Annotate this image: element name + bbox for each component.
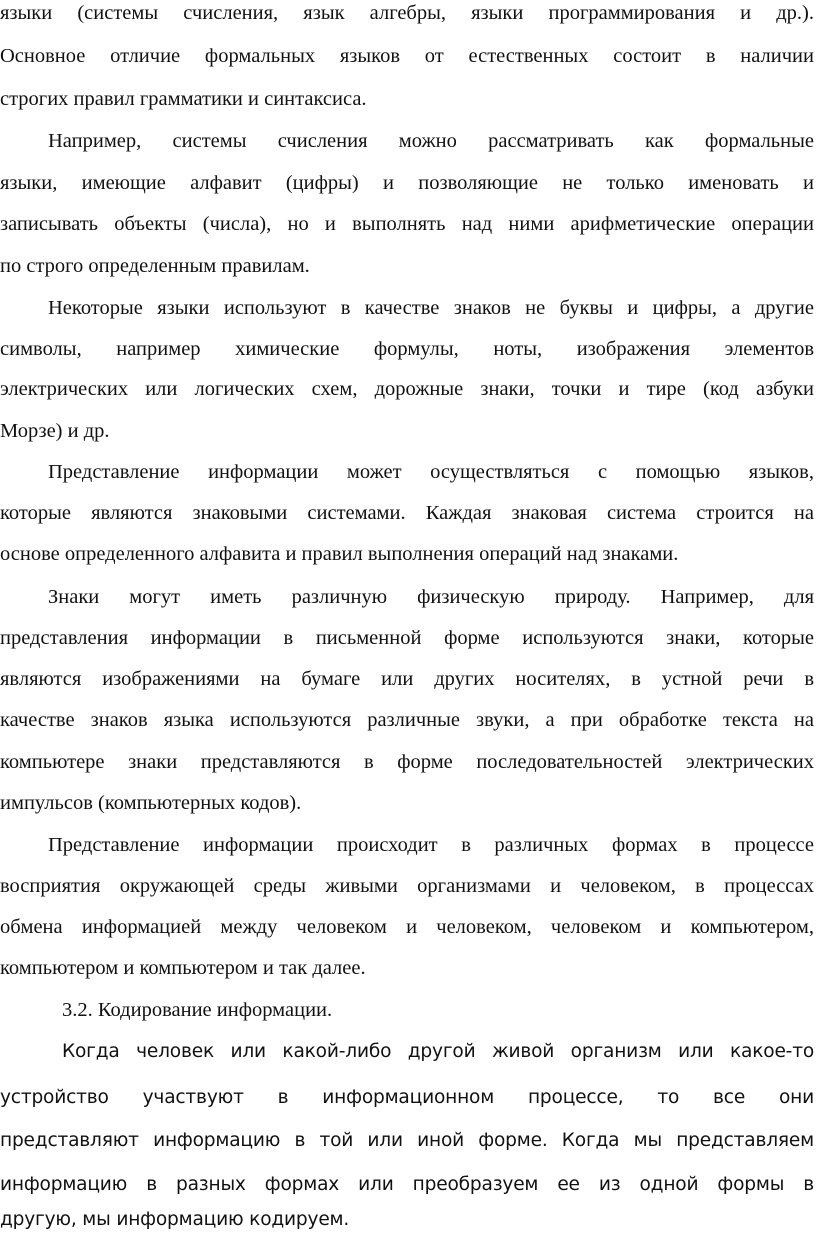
text-line: качестве знаков языка используются различные звуки, а при обработке текста на <box>0 709 814 731</box>
text-line: восприятия окружающей среды живыми организмами и человеком, в процессах <box>0 875 814 897</box>
text-line: Представление информации может осуществляться с помощью языков, <box>48 461 814 483</box>
text-line: электрических или логических схем, дорожные знаки, точки и тире (код азбуки <box>0 378 814 400</box>
text-line: записывать объекты (числа), но и выполнять над ними арифметические операции <box>0 213 814 235</box>
text-line: устройство участвуют в информационном процессе, то все они <box>0 1087 814 1108</box>
text-line: представляют информацию в той или иной форме. Когда мы представляем <box>0 1130 814 1151</box>
text-line: языки, имеющие алфавит (цифры) и позволяющие не только именовать и <box>0 172 814 194</box>
text-line: языки (системы счисления, язык алгебры, языки программирования и др.). <box>0 2 814 24</box>
text-line: которые являются знаковыми системами. Каждая знаковая система строится на <box>0 502 814 524</box>
text-line: компьютере знаки представляются в форме последовательностей электрических <box>0 751 814 773</box>
text-line: обмена информацией между человеком и человеком, человеком и компьютером, <box>0 916 814 938</box>
text-line: Основное отличие формальных языков от естественных состоит в наличии <box>0 45 814 67</box>
section-heading: 3.2. Кодирование информации. <box>62 999 333 1021</box>
text-line: импульсов (компьютерных кодов). <box>0 792 302 814</box>
text-line: другую, мы информацию кодируем. <box>0 1209 350 1230</box>
text-line: информацию в разных формах или преобразуем ее из одной формы в <box>0 1174 814 1195</box>
text-line: Знаки могут иметь различную физическую природу. Например, для <box>48 586 814 608</box>
text-line: Когда человек или какой-либо другой живой организм или какое-то <box>62 1041 814 1062</box>
text-line: строгих правил грамматики и синтаксиса. <box>0 88 367 110</box>
text-line: Например, системы счисления можно рассматривать как формальные <box>48 130 814 152</box>
text-line: представления информации в письменной форме используются знаки, которые <box>0 627 814 649</box>
text-line: Морзе) и др. <box>0 420 110 442</box>
text-line: Представление информации происходит в различных формах в процессе <box>48 834 814 856</box>
text-line: символы, например химические формулы, ноты, изображения элементов <box>0 338 814 360</box>
text-line: основе определенного алфавита и правил выполнения операций над знаками. <box>0 543 679 565</box>
text-line: по строго определенным правилам. <box>0 255 310 277</box>
text-line: Некоторые языки используют в качестве знаков не буквы и цифры, а другие <box>48 297 814 319</box>
text-line: компьютером и компьютером и так далее. <box>0 957 366 979</box>
text-line: являются изображениями на бумаге или других носителях, в устной речи в <box>0 668 814 690</box>
